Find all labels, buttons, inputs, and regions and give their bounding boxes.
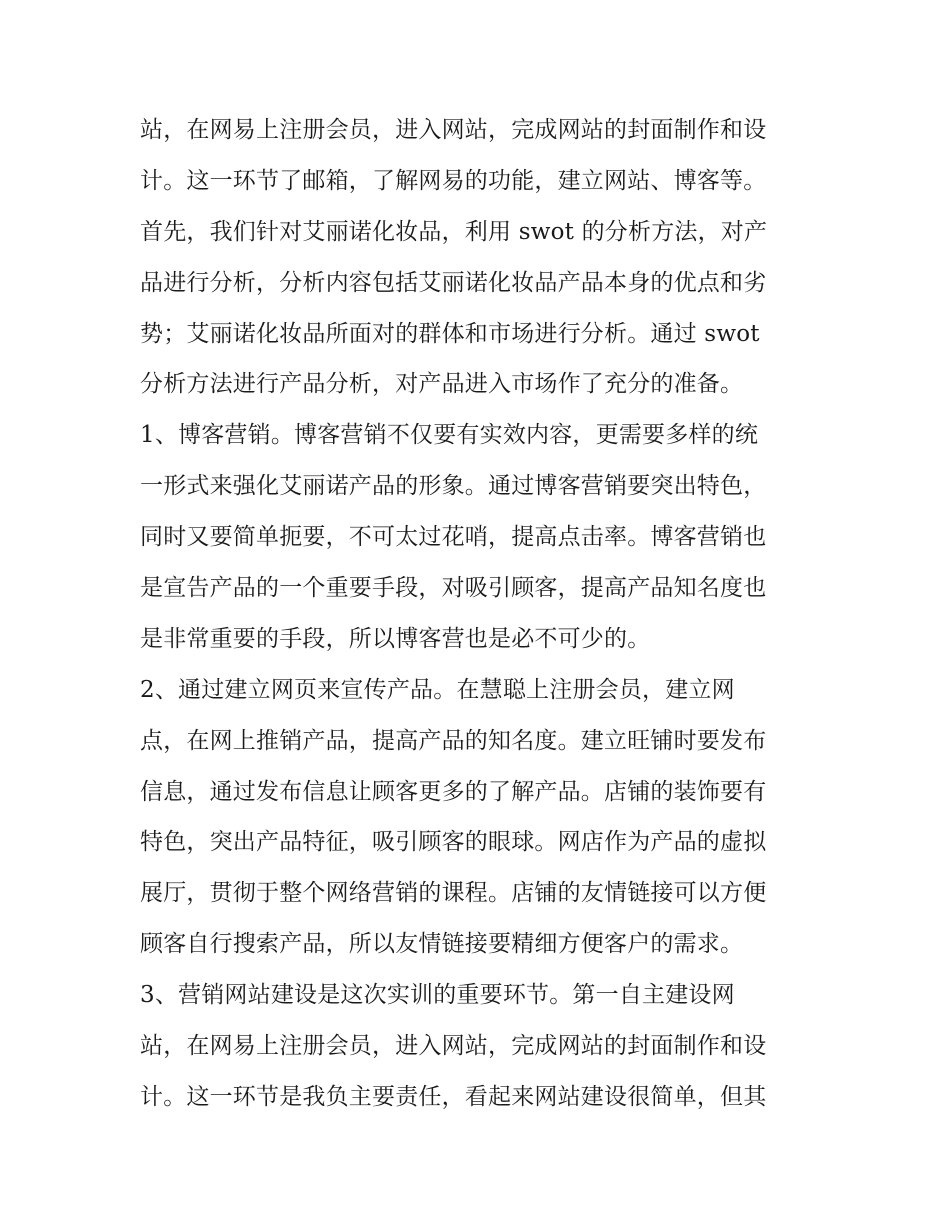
text-line: 分析方法进行产品分析，对产品进入市场作了充分的准备。 xyxy=(140,371,744,398)
text-line: 一形式来强化艾丽诺产品的形象。通过博客营销要突出特色， xyxy=(140,473,767,500)
text-line: 顾客自行搜索产品，所以友情链接要精细方便客户的需求。 xyxy=(140,931,744,958)
text-line: 计。这一环节是我负主要责任，看起来网站建设很简单，但其 xyxy=(140,1083,767,1110)
text-line: 站，在网易上注册会员，进入网站，完成网站的封面制作和设 xyxy=(140,1033,767,1060)
text-line: 信息，通过发布信息让顾客更多的了解产品。店铺的装饰要有 xyxy=(140,778,767,805)
text-line: 2、通过建立网页来宣传产品。在慧聪上注册会员，建立网 xyxy=(140,676,735,703)
text-line: 站，在网易上注册会员，进入网站，完成网站的封面制作和设 xyxy=(140,117,767,143)
text-line: 展厅，贯彻于整个网络营销的课程。店铺的友情链接可以方便 xyxy=(140,880,767,907)
text-line: 首先，我们针对艾丽诺化妆品，利用 swot 的分析方法，对产 xyxy=(140,218,768,245)
text-line: 品进行分析，分析内容包括艾丽诺化妆品产品本身的优点和劣 xyxy=(140,269,767,296)
text-line: 计。这一环节了邮箱，了解网易的功能，建立网站、博客等。 xyxy=(140,167,767,194)
body-text xyxy=(140,105,820,1123)
text-line: 是宣告产品的一个重要手段，对吸引顾客，提高产品知名度也 xyxy=(140,575,767,602)
text-line: 是非常重要的手段，所以博客营也是必不可少的。 xyxy=(140,625,651,652)
text-line: 同时又要简单扼要，不可太过花哨，提高点击率。博客营销也 xyxy=(140,524,767,551)
text-line: 势；艾丽诺化妆品所面对的群体和市场进行分析。通过 swot xyxy=(140,320,760,347)
text-line: 1、博客营销。博客营销不仅要有实效内容，更需要多样的统 xyxy=(140,422,759,449)
text-line: 特色，突出产品特征，吸引顾客的眼球。网店作为产品的虚拟 xyxy=(140,829,767,856)
text-line: 3、营销网站建设是这次实训的重要环节。第一自主建设网 xyxy=(140,982,735,1009)
text-line: 点，在网上推销产品，提高产品的知名度。建立旺铺时要发布 xyxy=(140,727,767,754)
